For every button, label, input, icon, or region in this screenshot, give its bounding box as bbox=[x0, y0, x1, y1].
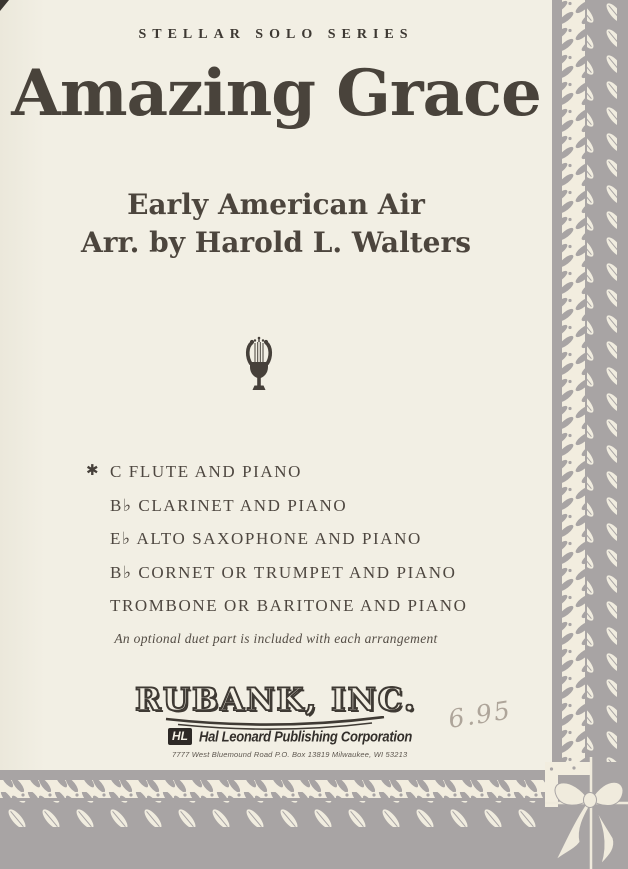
list-item bbox=[110, 529, 467, 563]
series-title: STELLAR SOLO SERIES bbox=[138, 27, 414, 42]
subtitle-arranger: Arr. by Harold L. Walters bbox=[81, 226, 471, 259]
rubank-logo-text: RUBANK, INC. bbox=[135, 682, 417, 718]
list-item bbox=[110, 496, 467, 530]
instrument-label: B♭ CORNET OR TRUMPET AND PIANO bbox=[110, 562, 457, 582]
instrument-label: C FLUTE AND PIANO bbox=[110, 462, 303, 481]
instrument-list bbox=[86, 461, 468, 630]
asterisk-marker: ✱ bbox=[86, 461, 99, 479]
hal-leonard-row bbox=[168, 727, 428, 749]
list-item bbox=[86, 461, 467, 496]
subtitle-air: Early American Air bbox=[127, 188, 425, 221]
handwritten-price: 6.95 bbox=[446, 695, 514, 734]
lyre-icon bbox=[242, 336, 276, 394]
duet-note: An optional duet part is included with each arrangement bbox=[114, 631, 438, 646]
list-item bbox=[110, 563, 467, 597]
instrument-label: TROMBONE OR BARITONE AND PIANO bbox=[110, 596, 468, 615]
hal-leonard-name: Hal Leonard Publishing Corporation bbox=[199, 728, 412, 745]
instrument-label: E♭ ALTO SAXOPHONE AND PIANO bbox=[110, 529, 422, 548]
instrument-label: B♭ CLARINET AND PIANO bbox=[110, 495, 348, 515]
hal-leonard-monogram-icon: HL bbox=[168, 728, 192, 745]
list-item bbox=[110, 596, 467, 630]
page-title: Amazing Grace bbox=[11, 56, 541, 131]
publisher-address: 7777 West Bluemound Road P.O. Box 13819 Milwaukee, WI 53213 bbox=[172, 750, 408, 759]
publisher-logo bbox=[0, 682, 552, 718]
